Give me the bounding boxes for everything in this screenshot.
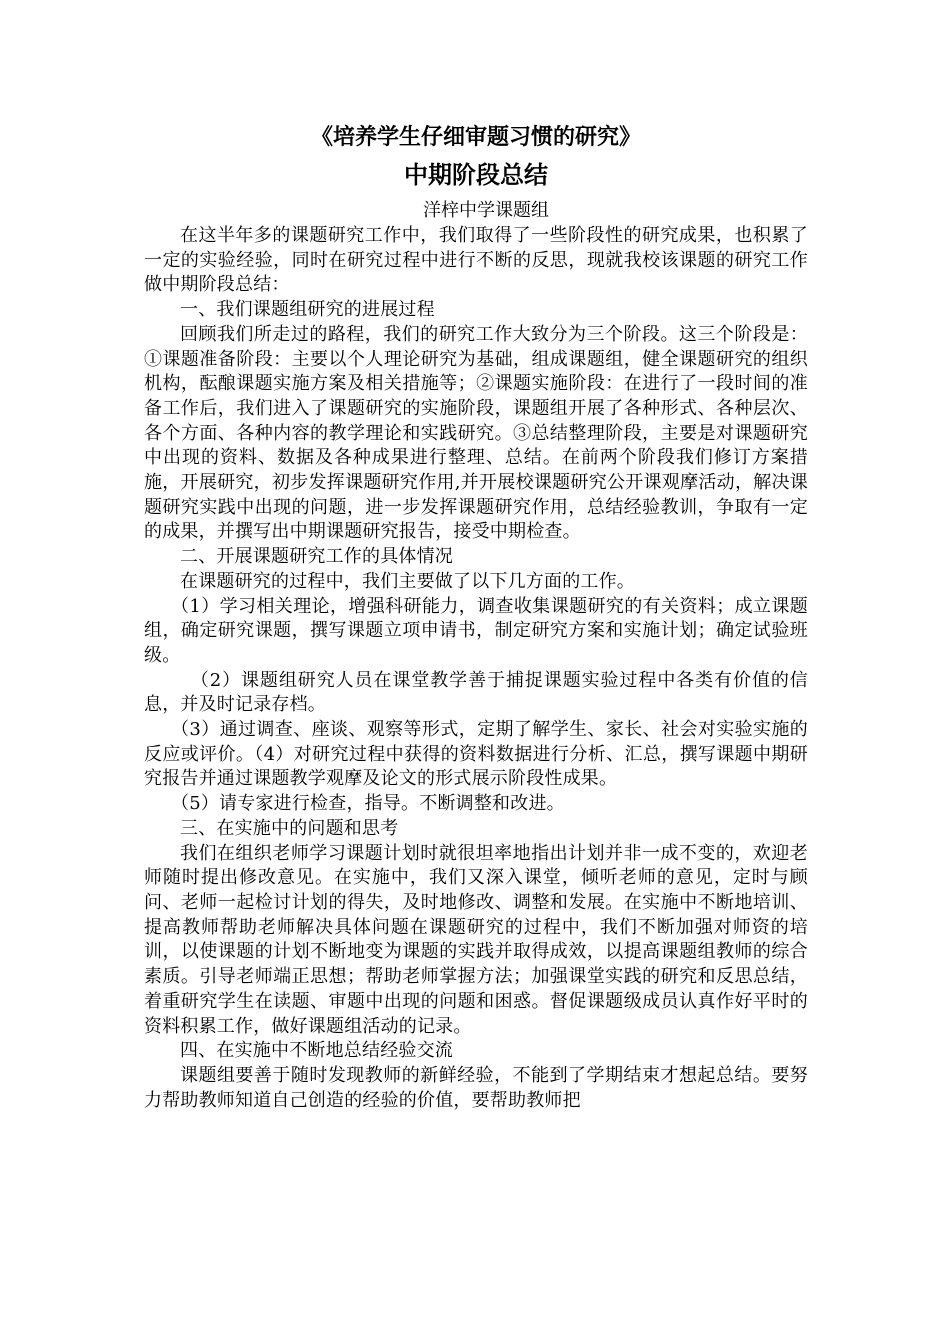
document-title: 《培养学生仔细审题习惯的研究》 <box>310 124 641 150</box>
section-heading-3: 三、在实施中的问题和思考 <box>180 817 399 839</box>
section-heading-2: 二、开展课题研究工作的具体情况 <box>180 546 453 568</box>
paragraph-stages: 回顾我们所走过的路程，我们的研究工作大致分为三个阶段。这三个阶段是：①课题准备阶段：主要以个人理论研究为基础，组成课题组，健全课题研究的组织机构，酝酿课题实施方案及相关措施等；②课题实施阶段：在进行了一段时间的准备工作后，我们进入了课题研究的实施阶段，课题组开展了各种形式、各种层次、各个方面、各种内容的教学理论和实践研究。③总结整理阶段，主要是对课题研究中出现的资料、数据及各种成果进行整理、总结。在前两个阶段我们修订方案措施，开展研究，初步发挥课题研究作用,并开展校课题研究公开课观摩活动，解决课题研究实践中出现的问题，进一步发挥课题研究作用，总结经验教训，争取有一定的成果，并撰写出中期课题研究报告，接受中期检查。 <box>144 323 808 543</box>
section-heading-4: 四、在实施中不断地总结经验交流 <box>180 1040 453 1062</box>
document-subtitle: 中期阶段总结 <box>404 160 548 189</box>
list-item-5: （5）请专家进行检查，指导。不断调整和改进。 <box>171 793 565 815</box>
paragraph-intro: 在这半年多的课题研究工作中，我们取得了一些阶段性的研究成果，也积累了一定的实验经验，同时在研究过程中进行不断的反思，现就我校该课题的研究工作做中期阶段总结： <box>144 225 808 296</box>
document-author: 洋梓中学课题组 <box>423 200 549 221</box>
list-item-2: （2）课题组研究人员在课堂教学善于捕捉课题实验过程中各类有价值的信息，并及时记录存档。 <box>144 669 808 716</box>
paragraph-problems: 我们在组织老师学习课题计划时就很坦率地指出计划并非一成不变的，欢迎老师随时提出修改意见。在实施中，我们又深入课堂，倾听老师的意见，定时与顾问、老师一起检讨计划的得失，及时地修改、调整和发展。在实施中不断地培训、提高教师帮助老师解决具体问题在课题研究的过程中，我们不断加强对师资的培训，以使课题的计划不断地变为课题的实践并取得成效，以提高课题组教师的综合素质。引导老师端正思想；帮助老师掌握方法；加强课堂实践的研究和反思总结，着重研究学生在读题、审题中出现的问题和困惑。督促课题级成员认真作好平时的资料积累工作，做好课题组活动的记录。 <box>144 842 808 1037</box>
paragraph-experience: 课题组要善于随时发现教师的新鲜经验，不能到了学期结束才想起总结。要努力帮助教师知道自己创造的经验的价值，要帮助教师把 <box>144 1064 808 1111</box>
section-heading-1: 一、我们课题组研究的进展过程 <box>180 299 435 321</box>
list-item-3-4: （3）通过调查、座谈、观察等形式，定期了解学生、家长、社会对实验实施的反应或评价。（4）对研究过程中获得的资料数据进行分析、汇总，撰写课题中期研究报告并通过课题教学观摩及论文的形式展示阶段性成果。 <box>144 719 808 790</box>
document-page <box>144 118 808 1113</box>
paragraph-work-intro: 在课题研究的过程中，我们主要做了以下几方面的工作。 <box>180 570 635 592</box>
list-item-1: （1）学习相关理论，增强科研能力，调查收集课题研究的有关资料；成立课题组，确定研究课题，撰写课题立项申请书，制定研究方案和实施计划；确定试验班级。 <box>144 595 808 666</box>
